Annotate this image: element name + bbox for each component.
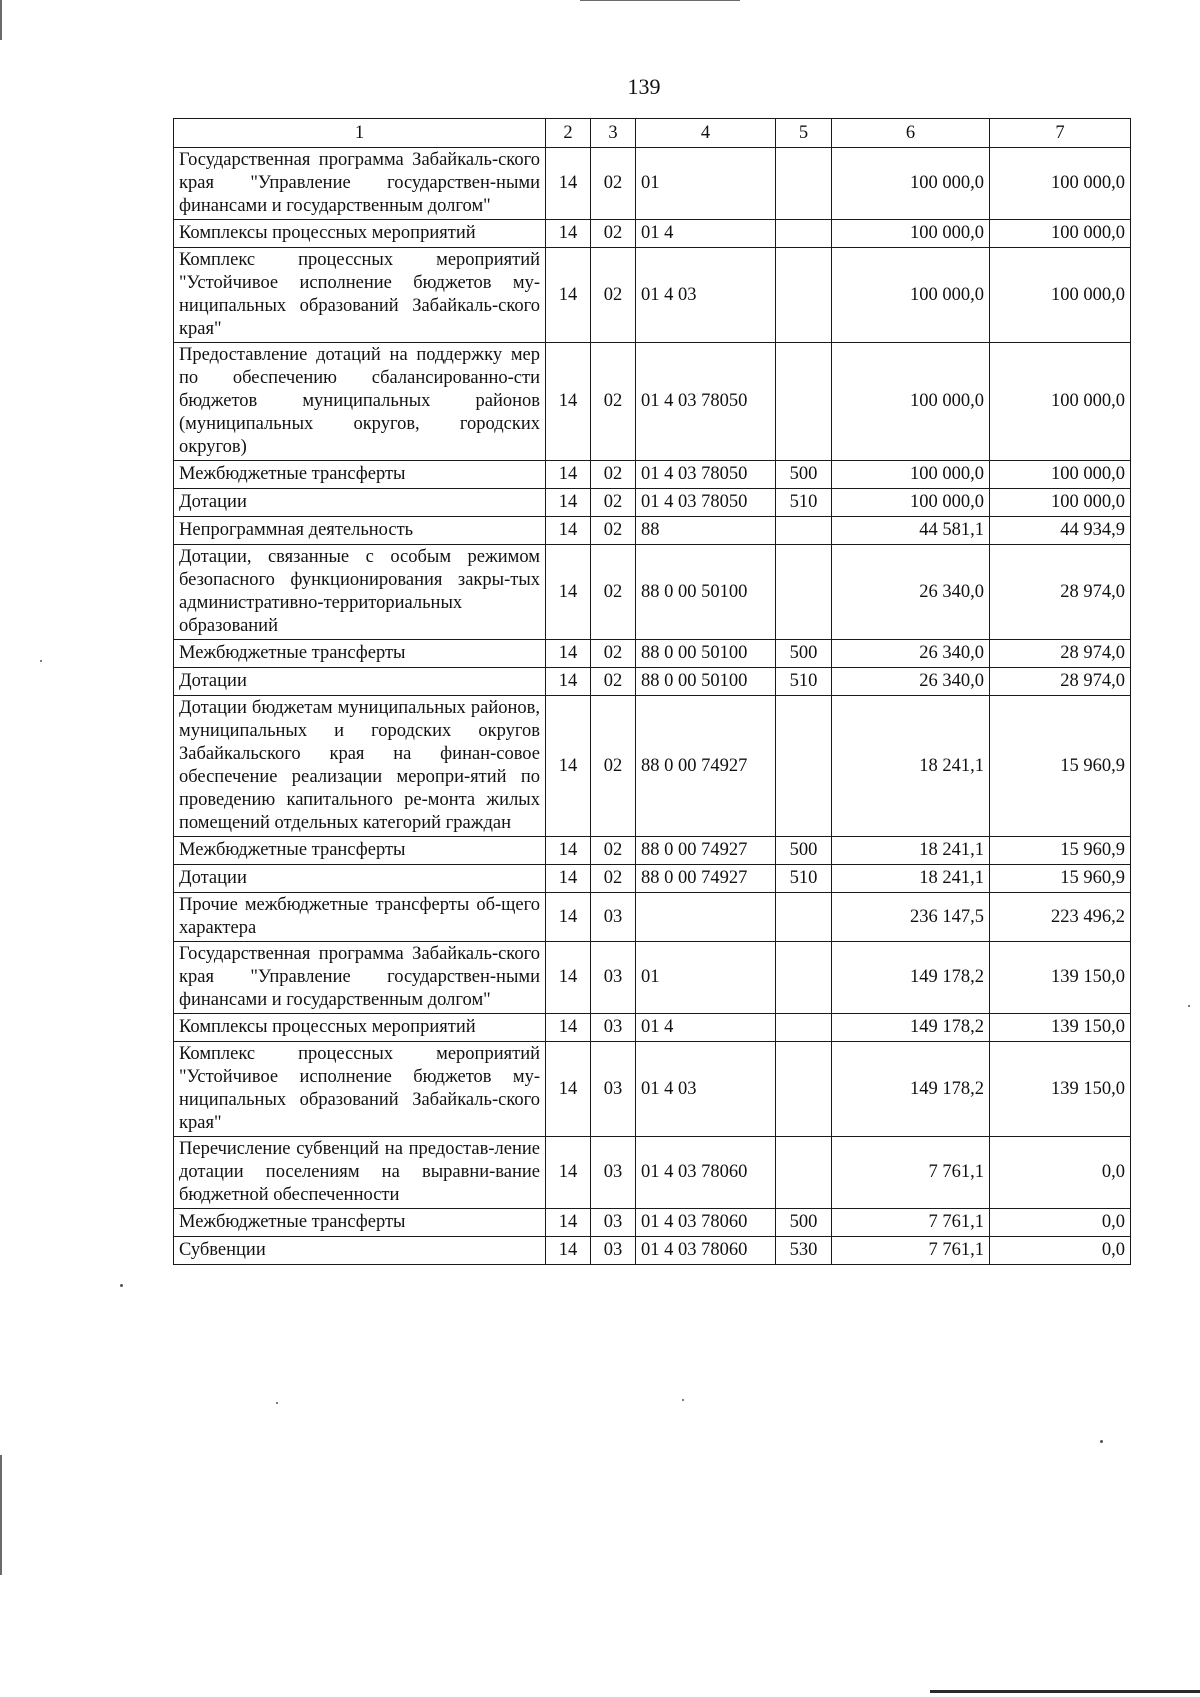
cell-expense-type — [776, 696, 832, 837]
cell-target-code: 01 — [636, 942, 776, 1014]
cell-subsection: 02 — [591, 545, 636, 640]
table-row — [174, 640, 1131, 668]
cell-amount-year-2: 0,0 — [990, 1237, 1131, 1265]
cell-name: Дотации — [174, 865, 546, 893]
cell-amount-year-2: 28 974,0 — [990, 668, 1131, 696]
cell-target-code: 01 4 03 78060 — [636, 1137, 776, 1209]
cell-subsection: 02 — [591, 865, 636, 893]
cell-amount-year-2: 100 000,0 — [990, 148, 1131, 220]
cell-subsection: 03 — [591, 893, 636, 942]
cell-target-code: 01 4 03 78060 — [636, 1237, 776, 1265]
column-header-6: 6 — [832, 119, 990, 148]
cell-subsection: 02 — [591, 248, 636, 343]
cell-amount-year-2: 223 496,2 — [990, 893, 1131, 942]
cell-amount-year-1: 100 000,0 — [832, 489, 990, 517]
cell-amount-year-1: 100 000,0 — [832, 220, 990, 248]
cell-target-code: 88 0 00 50100 — [636, 545, 776, 640]
cell-section: 14 — [546, 148, 591, 220]
cell-subsection: 03 — [591, 1137, 636, 1209]
cell-target-code: 01 4 03 78050 — [636, 343, 776, 461]
cell-expense-type — [776, 343, 832, 461]
cell-amount-year-1: 100 000,0 — [832, 461, 990, 489]
cell-name: Межбюджетные трансферты — [174, 1209, 546, 1237]
cell-amount-year-1: 26 340,0 — [832, 668, 990, 696]
cell-target-code: 01 4 — [636, 220, 776, 248]
cell-target-code: 01 4 03 — [636, 248, 776, 343]
cell-amount-year-2: 15 960,9 — [990, 865, 1131, 893]
cell-amount-year-2: 28 974,0 — [990, 640, 1131, 668]
cell-name: Комплекс процессных мероприятий "Устойчивое исполнение бюджетов му-ниципальных образований Забайкаль-ского края" — [174, 248, 546, 343]
cell-subsection: 02 — [591, 517, 636, 545]
cell-amount-year-1: 7 761,1 — [832, 1137, 990, 1209]
scan-top-rule — [580, 0, 740, 1]
cell-name: Предоставление дотаций на поддержку мер по обеспечению сбалансированно-сти бюджетов муниципальных районов (муниципальных округов, городских округов) — [174, 343, 546, 461]
table-row — [174, 1014, 1131, 1042]
column-header-5: 5 — [776, 119, 832, 148]
cell-target-code: 01 — [636, 148, 776, 220]
cell-name: Непрограммная деятельность — [174, 517, 546, 545]
cell-expense-type: 500 — [776, 461, 832, 489]
table-row — [174, 343, 1131, 461]
cell-expense-type: 500 — [776, 640, 832, 668]
cell-expense-type — [776, 893, 832, 942]
table-row — [174, 942, 1131, 1014]
cell-amount-year-1: 236 147,5 — [832, 893, 990, 942]
cell-expense-type: 530 — [776, 1237, 832, 1265]
cell-target-code: 88 0 00 74927 — [636, 837, 776, 865]
budget-table — [173, 118, 1131, 1265]
cell-section: 14 — [546, 865, 591, 893]
cell-name: Дотации — [174, 489, 546, 517]
cell-expense-type: 510 — [776, 865, 832, 893]
cell-section: 14 — [546, 220, 591, 248]
cell-subsection: 02 — [591, 696, 636, 837]
cell-expense-type — [776, 248, 832, 343]
cell-name: Дотации — [174, 668, 546, 696]
cell-name: Перечисление субвенций на предостав-ление дотации поселениям на выравни-вание бюджетной обеспеченности — [174, 1137, 546, 1209]
cell-subsection: 03 — [591, 1209, 636, 1237]
cell-section: 14 — [546, 893, 591, 942]
cell-amount-year-2: 100 000,0 — [990, 461, 1131, 489]
scan-edge-mark — [0, 0, 2, 40]
cell-name: Межбюджетные трансферты — [174, 461, 546, 489]
header-row — [174, 119, 1131, 148]
cell-subsection: 02 — [591, 668, 636, 696]
cell-section: 14 — [546, 1137, 591, 1209]
cell-expense-type — [776, 1014, 832, 1042]
cell-amount-year-1: 100 000,0 — [832, 148, 990, 220]
cell-section: 14 — [546, 343, 591, 461]
cell-section: 14 — [546, 1014, 591, 1042]
table-row — [174, 1237, 1131, 1265]
scan-speck — [120, 1284, 123, 1287]
cell-section: 14 — [546, 248, 591, 343]
cell-subsection: 02 — [591, 837, 636, 865]
cell-amount-year-2: 44 934,9 — [990, 517, 1131, 545]
cell-target-code: 01 4 — [636, 1014, 776, 1042]
cell-name: Комплексы процессных мероприятий — [174, 220, 546, 248]
cell-expense-type: 500 — [776, 837, 832, 865]
cell-name: Комплексы процессных мероприятий — [174, 1014, 546, 1042]
table-row — [174, 865, 1131, 893]
page-number: 139 — [627, 74, 661, 99]
table-body — [174, 148, 1131, 1265]
cell-amount-year-2: 100 000,0 — [990, 248, 1131, 343]
cell-amount-year-2: 28 974,0 — [990, 545, 1131, 640]
cell-name: Межбюджетные трансферты — [174, 837, 546, 865]
cell-amount-year-2: 100 000,0 — [990, 220, 1131, 248]
cell-name: Дотации бюджетам муниципальных районов, муниципальных и городских округов Забайкальского края на финан-совое обеспечение реализации меропри-ятий по проведению капитального ре-монта жилых помещений отдельных категорий граждан — [174, 696, 546, 837]
cell-subsection: 03 — [591, 1042, 636, 1137]
cell-name: Государственная программа Забайкаль-ского края "Управление государствен-ными финансами и государственным долгом" — [174, 942, 546, 1014]
cell-target-code: 88 0 00 74927 — [636, 696, 776, 837]
cell-amount-year-1: 7 761,1 — [832, 1209, 990, 1237]
cell-expense-type: 510 — [776, 668, 832, 696]
cell-subsection: 02 — [591, 343, 636, 461]
cell-target-code — [636, 893, 776, 942]
table-row — [174, 148, 1131, 220]
cell-expense-type — [776, 545, 832, 640]
cell-expense-type: 500 — [776, 1209, 832, 1237]
cell-section: 14 — [546, 696, 591, 837]
cell-name: Межбюджетные трансферты — [174, 640, 546, 668]
cell-subsection: 02 — [591, 148, 636, 220]
cell-amount-year-1: 149 178,2 — [832, 942, 990, 1014]
column-header-2: 2 — [546, 119, 591, 148]
table-row — [174, 837, 1131, 865]
cell-expense-type: 510 — [776, 489, 832, 517]
cell-amount-year-1: 100 000,0 — [832, 248, 990, 343]
scan-speck — [40, 660, 42, 662]
cell-expense-type — [776, 1137, 832, 1209]
cell-amount-year-1: 100 000,0 — [832, 343, 990, 461]
cell-amount-year-1: 7 761,1 — [832, 1237, 990, 1265]
scan-bottom-rule — [930, 1690, 1200, 1693]
scan-speck — [1188, 1005, 1190, 1007]
cell-subsection: 02 — [591, 489, 636, 517]
cell-amount-year-1: 44 581,1 — [832, 517, 990, 545]
cell-subsection: 03 — [591, 1237, 636, 1265]
scan-speck — [1100, 1440, 1103, 1443]
cell-target-code: 01 4 03 78060 — [636, 1209, 776, 1237]
cell-amount-year-2: 100 000,0 — [990, 343, 1131, 461]
cell-name: Прочие межбюджетные трансферты об-щего характера — [174, 893, 546, 942]
cell-amount-year-1: 18 241,1 — [832, 837, 990, 865]
table-row — [174, 668, 1131, 696]
cell-target-code: 88 0 00 50100 — [636, 668, 776, 696]
cell-amount-year-2: 139 150,0 — [990, 942, 1131, 1014]
table-row — [174, 696, 1131, 837]
cell-section: 14 — [546, 461, 591, 489]
column-header-7: 7 — [990, 119, 1131, 148]
cell-section: 14 — [546, 545, 591, 640]
cell-subsection: 03 — [591, 942, 636, 1014]
cell-amount-year-1: 26 340,0 — [832, 545, 990, 640]
cell-name: Дотации, связанные с особым режимом безопасного функционирования закры-тых административно-территориальных образований — [174, 545, 546, 640]
column-header-3: 3 — [591, 119, 636, 148]
cell-section: 14 — [546, 942, 591, 1014]
cell-target-code: 01 4 03 78050 — [636, 461, 776, 489]
scan-edge-mark — [0, 1455, 2, 1575]
table-row — [174, 220, 1131, 248]
cell-amount-year-1: 18 241,1 — [832, 696, 990, 837]
column-header-4: 4 — [636, 119, 776, 148]
table-row — [174, 517, 1131, 545]
table-row — [174, 248, 1131, 343]
cell-name: Государственная программа Забайкаль-ского края "Управление государствен-ными финансами и государственным долгом" — [174, 148, 546, 220]
cell-amount-year-2: 15 960,9 — [990, 696, 1131, 837]
cell-amount-year-1: 149 178,2 — [832, 1042, 990, 1137]
cell-amount-year-2: 15 960,9 — [990, 837, 1131, 865]
cell-expense-type — [776, 220, 832, 248]
table-row — [174, 545, 1131, 640]
table-row — [174, 1042, 1131, 1137]
cell-section: 14 — [546, 489, 591, 517]
cell-amount-year-2: 0,0 — [990, 1209, 1131, 1237]
cell-expense-type — [776, 517, 832, 545]
cell-name: Субвенции — [174, 1237, 546, 1265]
cell-amount-year-1: 18 241,1 — [832, 865, 990, 893]
cell-target-code: 01 4 03 — [636, 1042, 776, 1137]
cell-amount-year-2: 0,0 — [990, 1137, 1131, 1209]
cell-expense-type — [776, 1042, 832, 1137]
cell-name: Комплекс процессных мероприятий "Устойчивое исполнение бюджетов му-ниципальных образований Забайкаль-ского края" — [174, 1042, 546, 1137]
scan-speck — [682, 1399, 684, 1401]
table-row — [174, 461, 1131, 489]
cell-section: 14 — [546, 640, 591, 668]
cell-expense-type — [776, 942, 832, 1014]
cell-subsection: 02 — [591, 220, 636, 248]
cell-section: 14 — [546, 517, 591, 545]
cell-subsection: 02 — [591, 640, 636, 668]
column-header-1: 1 — [174, 119, 546, 148]
cell-amount-year-2: 100 000,0 — [990, 489, 1131, 517]
cell-section: 14 — [546, 1209, 591, 1237]
table-row — [174, 1137, 1131, 1209]
cell-amount-year-1: 149 178,2 — [832, 1014, 990, 1042]
cell-section: 14 — [546, 668, 591, 696]
cell-target-code: 01 4 03 78050 — [636, 489, 776, 517]
cell-section: 14 — [546, 1042, 591, 1137]
cell-subsection: 02 — [591, 461, 636, 489]
table-row — [174, 489, 1131, 517]
cell-target-code: 88 0 00 74927 — [636, 865, 776, 893]
cell-expense-type — [776, 148, 832, 220]
cell-section: 14 — [546, 1237, 591, 1265]
cell-amount-year-1: 26 340,0 — [832, 640, 990, 668]
cell-amount-year-2: 139 150,0 — [990, 1042, 1131, 1137]
cell-target-code: 88 0 00 50100 — [636, 640, 776, 668]
cell-amount-year-2: 139 150,0 — [990, 1014, 1131, 1042]
scan-speck — [276, 1402, 278, 1404]
table-row — [174, 1209, 1131, 1237]
cell-subsection: 03 — [591, 1014, 636, 1042]
table-row — [174, 893, 1131, 942]
cell-target-code: 88 — [636, 517, 776, 545]
cell-section: 14 — [546, 837, 591, 865]
